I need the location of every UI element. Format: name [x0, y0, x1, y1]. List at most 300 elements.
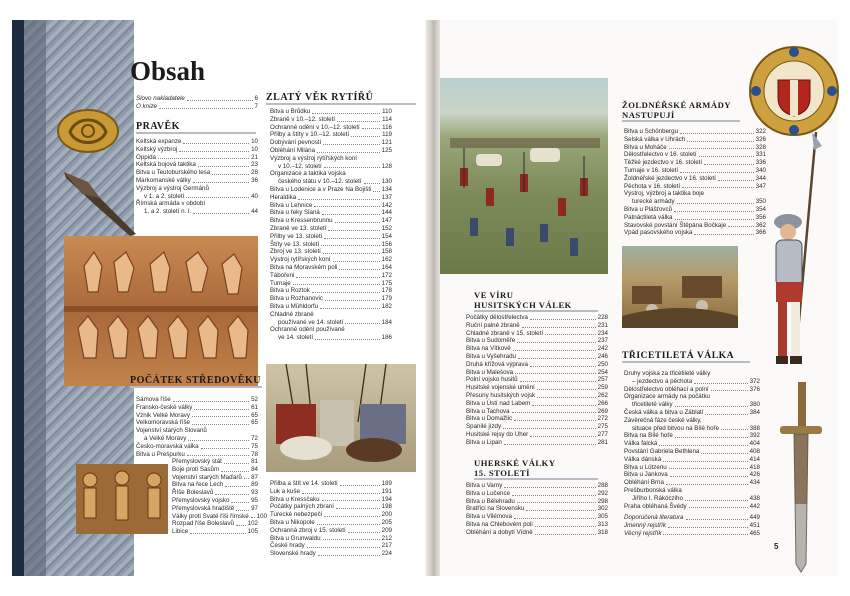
toc-entry-page: 414 [749, 455, 760, 463]
toc-entry-title: Ochranné odění používané [270, 326, 345, 334]
dot-leader [694, 378, 747, 384]
dot-leader [187, 451, 249, 457]
toc-entry-title: Praha obléhaná Švédy [624, 502, 687, 510]
dot-leader [231, 497, 249, 503]
toc-entry [624, 495, 760, 503]
toc-entry-title: Organizace armády na počátku [624, 393, 710, 401]
toc-entry-title: Turnaje v 16. století [624, 166, 679, 174]
toc-entry [270, 256, 392, 264]
dot-leader [225, 481, 249, 487]
toc-entry-page: 331 [755, 151, 766, 159]
toc-entry-page: 418 [749, 463, 760, 471]
heading-line-2: 15. STOLETÍ [474, 468, 530, 478]
toc-entry [466, 513, 608, 521]
toc-entry [270, 147, 392, 155]
toc-entry-title: Přesuny husitských vojsk [466, 391, 536, 399]
toc-entry-title: Slovo nakladatele [136, 95, 185, 102]
toc-entry-page: 372 [749, 377, 760, 385]
toc-entry-page: 137 [381, 193, 392, 201]
coat-of-arms-image [748, 44, 840, 138]
toc-entry [624, 370, 760, 378]
toc-entry-page: 350 [755, 198, 766, 206]
toc-entry [136, 412, 258, 420]
toc-entry-page: 298 [597, 497, 608, 505]
toc-entry [172, 512, 268, 521]
toc-entry-title: Heraldika [270, 193, 297, 201]
toc-entry-page: 28 [251, 169, 258, 177]
spearhead-image [60, 168, 140, 238]
toc-entry [624, 401, 760, 409]
toc-entry-title: Keltská bojová taktika [136, 161, 196, 169]
toc-entry-title: Rozpad říše Boleslavů [172, 520, 234, 528]
dot-leader [663, 530, 747, 536]
toc-entry-title: Bitva u Prešpurku [136, 450, 185, 458]
toc-entry [624, 190, 766, 198]
dot-leader [694, 229, 753, 235]
dot-leader [320, 303, 380, 309]
toc-entry [270, 194, 392, 202]
toc-entry-page: 404 [749, 440, 760, 448]
dot-leader [298, 194, 380, 200]
heading-line-1: UHERSKÉ VÁLKY [474, 458, 556, 468]
toc-entry-page: 328 [755, 143, 766, 151]
toc-entry [270, 503, 392, 511]
toc-entry-title: Bitva u Lučence [466, 489, 511, 497]
toc-entry-title: Prešburbonská válka [624, 486, 682, 494]
toc-entry [172, 528, 258, 536]
dot-leader [504, 439, 596, 445]
toc-entry-page: 449 [749, 514, 760, 521]
toc-entry [624, 198, 766, 206]
toc-entry [624, 386, 760, 394]
toc-entry-title: Jmenný rejstřík [624, 521, 666, 529]
toc-entry-title: Výstroj rytířských koní [270, 256, 331, 264]
dot-leader [721, 425, 748, 431]
toc-entry-title: českého státu v 10.–12. století [278, 178, 362, 186]
toc-entry [172, 466, 258, 474]
toc-entry [624, 393, 760, 401]
page-title: Obsah [130, 56, 206, 86]
toc-entry-page: 162 [381, 256, 392, 264]
toc-entry-title: Bitva na Chlebovém poli [466, 520, 533, 528]
toc-entry-page: 97 [251, 504, 258, 512]
dot-leader [686, 514, 748, 520]
toc-entry-page: 200 [381, 511, 392, 519]
toc-entry-page: 154 [381, 232, 392, 240]
toc-entry-title: Výzbroj a výstroj Germánů [136, 184, 209, 192]
dot-leader [520, 376, 596, 382]
toc-entry-page: 228 [597, 314, 608, 321]
toc-entry [624, 409, 760, 417]
dot-leader [328, 225, 379, 231]
toc-entry [270, 295, 392, 303]
toc-entry-title: Bitva u Roztok [270, 287, 310, 295]
toc-entry [270, 527, 392, 535]
dot-leader [296, 272, 379, 278]
cover-edge [12, 20, 24, 576]
outro-rows [624, 514, 760, 537]
dot-leader [236, 505, 249, 511]
toc-entry-title: v 10.–12. století [278, 162, 322, 170]
dot-leader [188, 435, 249, 441]
toc-entry-title: Bitva u Kressenbrunnu [270, 217, 333, 225]
toc-entry-title: Bitva u Varny [466, 482, 503, 489]
toc-entry [466, 439, 608, 447]
toc-entry-page: 347 [755, 182, 766, 190]
toc-entry-page: 36 [251, 176, 258, 184]
dot-leader [317, 519, 380, 525]
toc-entry [136, 185, 258, 193]
toc-entry-title: Bitva u Rozhanovic [270, 295, 323, 303]
toc-entry-title: Bratříci na Slovensku [466, 505, 525, 513]
zoldnerske-list [624, 128, 766, 237]
toc-entry [172, 497, 258, 505]
toc-entry [270, 280, 392, 288]
toc-entry [172, 505, 258, 513]
heading-line-2: NASTUPUJÍ [622, 110, 675, 120]
dot-leader [323, 535, 380, 541]
toc-entry-title: Markomanské války [136, 176, 191, 184]
dot-leader [173, 396, 249, 402]
toc-entry-title: Turecké nebezpečí [270, 511, 323, 519]
tricetileta-list [624, 370, 760, 510]
toc-entry [466, 521, 608, 529]
toc-entry-page: 340 [755, 166, 766, 174]
dot-leader [339, 264, 379, 270]
dot-leader [675, 401, 748, 407]
pravek-list [136, 138, 258, 216]
toc-entry [270, 209, 392, 217]
toc-entry-page: 259 [597, 384, 608, 392]
toc-entry-page: 158 [381, 248, 392, 256]
dot-leader [333, 256, 380, 262]
dot-leader [711, 386, 748, 392]
toc-entry-title: Sámova říše [136, 396, 171, 403]
toc-entry [270, 131, 392, 139]
toc-entry-page: 121 [381, 139, 392, 147]
toc-entry [136, 443, 258, 451]
toc-entry-title: Obléhání a dobytí Vídně [466, 528, 533, 536]
toc-entry-title: Slovenské hrady [270, 550, 316, 558]
toc-entry-page: 61 [251, 403, 258, 411]
toc-entry-page: 182 [381, 302, 392, 310]
dot-leader [685, 495, 748, 501]
toc-entry [466, 369, 608, 377]
toc-entry-page: 262 [597, 391, 608, 399]
toc-entry-title: Velkomoravská říše [136, 419, 190, 427]
toc-entry-title: situace před bitvou na Bílé hoře [632, 424, 720, 432]
toc-entry [136, 177, 258, 185]
toc-entry-page: 281 [597, 438, 608, 446]
dot-leader [186, 193, 249, 199]
toc-entry-title: Přilba a štít ve 14. století [270, 480, 338, 487]
toc-entry-page: 254 [597, 368, 608, 376]
toc-entry-title: Přilby ve 13. století [270, 232, 323, 240]
toc-entry-title: Bitva u Sudoměře [466, 337, 516, 345]
dot-leader [669, 144, 754, 150]
toc-entry-page: 116 [382, 123, 392, 131]
dot-leader [194, 404, 249, 410]
toc-entry-title: Dělostřelectvo obléhací a polní [624, 385, 709, 393]
toc-entry-title: Libice [172, 528, 189, 536]
toc-entry-page: 366 [755, 229, 766, 237]
toc-entry-page: 392 [749, 432, 760, 440]
toc-entry [466, 330, 608, 338]
toc-entry-page: 147 [381, 217, 392, 225]
toc-entry-page: 65 [251, 411, 258, 419]
toc-entry-page: 384 [749, 408, 760, 416]
toc-entry [466, 490, 608, 498]
toc-entry [136, 138, 258, 146]
toc-entry [624, 530, 760, 538]
section-heading-husitske [474, 290, 598, 312]
toc-entry-page: 318 [597, 528, 608, 536]
husitske-rows [466, 314, 608, 447]
toc-entry [624, 159, 766, 167]
dot-leader [545, 330, 596, 336]
toc-entry-page: 105 [247, 528, 258, 536]
zlaty-list-b [270, 480, 392, 558]
toc-entry-title: Bitva u řeky Slaná [270, 209, 320, 217]
toc-entry-title: O knize [136, 102, 157, 110]
dot-leader [321, 241, 379, 247]
toc-entry-page: 119 [382, 131, 392, 139]
toc-entry [172, 489, 258, 497]
dot-leader [532, 400, 595, 406]
toc-entry-title: Závěrečná fáze české války, [624, 416, 702, 424]
dot-leader [314, 202, 379, 208]
dot-leader [221, 466, 249, 472]
toc-entry-page: 164 [381, 263, 392, 271]
toc-entry-title: Boje proti Sasům [172, 465, 220, 473]
toc-entry-title: Vpád pasovského vojska [624, 229, 693, 237]
toc-entry-title: České hrady [270, 542, 305, 550]
toc-entry-title: Zbroj ve 13. století [270, 248, 321, 256]
toc-entry [466, 376, 608, 384]
dot-leader [535, 529, 596, 535]
book-spine [426, 20, 440, 576]
dot-leader [317, 147, 380, 153]
toc-entry [624, 440, 760, 448]
husitske-list [466, 314, 608, 447]
uherske-rows [466, 482, 608, 537]
dot-leader [322, 496, 380, 502]
toc-entry-title: Přemyslovská hradiště [172, 504, 235, 512]
dot-leader [537, 392, 596, 398]
toc-entry [270, 163, 392, 171]
dot-leader [293, 280, 380, 286]
zlaty-rows-b [270, 480, 392, 558]
pocatek-rows-a [136, 396, 258, 458]
toc-entry-page: 152 [381, 224, 392, 232]
dot-leader [193, 177, 249, 183]
toc-entry-title: Bitva u Malešova [466, 368, 514, 376]
toc-entry [136, 396, 258, 404]
dot-leader [323, 139, 379, 145]
toc-entry [624, 432, 760, 440]
toc-entry-title: Bitva u Moháče [624, 143, 667, 151]
toc-entry [270, 542, 392, 550]
toc-entry-page: 362 [755, 221, 766, 229]
toc-entry-page: 408 [749, 447, 760, 455]
toc-entry-title: Věcný rejstřík [624, 529, 662, 537]
toc-entry-page: 21 [251, 153, 258, 161]
toc-entry-page: 110 [382, 108, 392, 115]
toc-entry-page: 175 [381, 279, 392, 287]
dot-leader [517, 498, 596, 504]
toc-entry [270, 303, 392, 311]
gundestrup-cauldron-image [64, 236, 258, 386]
toc-entry-title: Štíty ve 13. století [270, 240, 320, 248]
toc-entry-page: 212 [381, 534, 392, 542]
tricetileta-rows [624, 370, 760, 510]
toc-entry-title: Bitva u Lützenu [624, 463, 667, 471]
dot-leader [190, 528, 246, 534]
toc-entry-title: Spanilé jízdy [466, 423, 502, 431]
toc-entry [172, 474, 258, 482]
toc-entry-title: Bitva u Mühldorfu [270, 302, 319, 310]
toc-entry [270, 116, 392, 124]
dot-leader [187, 95, 253, 101]
toc-entry-title: Bitva na řece Lech [172, 481, 224, 489]
toc-entry-title: Války proti Svaté říši římské [172, 512, 249, 520]
toc-entry-title: Fransko-české války [136, 403, 193, 411]
toc-entry-page: 336 [755, 159, 766, 167]
toc-entry-page: 7 [254, 102, 258, 110]
toc-entry [466, 400, 608, 408]
toc-entry-title: Bitva u Plášťovců [624, 205, 673, 213]
toc-entry-page: 209 [381, 526, 392, 534]
dot-leader [312, 287, 380, 293]
sword-image [776, 382, 826, 572]
dot-leader [159, 103, 253, 109]
toc-entry-page: 144 [381, 209, 392, 217]
toc-entry-page: 246 [597, 352, 608, 360]
dot-leader [373, 186, 379, 192]
toc-entry [466, 337, 608, 345]
dot-leader [251, 513, 255, 519]
toc-entry-page: 172 [381, 271, 392, 279]
dot-leader [183, 138, 249, 144]
toc-entry-page: 44 [251, 208, 258, 216]
toc-entry-page: 130 [381, 178, 392, 186]
toc-entry [270, 326, 392, 334]
toc-entry-title: Vojenství starých Slovanů [136, 427, 207, 435]
toc-entry [466, 345, 608, 353]
toc-entry [270, 170, 392, 178]
toc-entry-page: 426 [749, 471, 760, 479]
dot-leader [215, 489, 249, 495]
section-heading-uherske [474, 458, 598, 480]
toc-entry-page: 184 [381, 318, 392, 326]
toc-entry-title: Válka falcká [624, 440, 658, 448]
dot-leader [512, 408, 596, 414]
dot-leader [677, 198, 754, 204]
dot-leader [675, 432, 748, 438]
toc-entry [624, 144, 766, 152]
dot-leader [337, 116, 380, 122]
toc-entry [624, 487, 760, 495]
dot-leader [198, 161, 249, 167]
toc-entry-page: 178 [381, 287, 392, 295]
celtic-disc-image [56, 108, 120, 154]
toc-entry-page: 114 [382, 115, 392, 123]
toc-entry-page: 102 [247, 520, 258, 528]
toc-entry [466, 322, 608, 330]
toc-entry-title: Selská válka v Uhrách [624, 135, 686, 143]
toc-entry-title: Bitva u Lehnice [270, 201, 313, 209]
dot-leader [312, 108, 380, 114]
toc-entry-page: 142 [381, 201, 392, 209]
toc-entry-title: Ochranné odění v 10.–12. století [270, 123, 360, 131]
toc-entry [624, 206, 766, 214]
battle-panorama-image [440, 78, 608, 274]
toc-entry-title: Husitské rejsy do Uher [466, 430, 529, 438]
dot-leader [530, 314, 596, 320]
dot-leader [669, 464, 748, 470]
toc-entry [466, 408, 608, 416]
dot-leader [362, 124, 380, 130]
toc-entry-title: Obléhání Brna [624, 479, 664, 487]
toc-entry-title: Přemyslovský vojsko [172, 496, 230, 504]
toc-entry-page: 65 [251, 419, 258, 427]
toc-entry [270, 511, 392, 519]
dot-leader [324, 233, 379, 239]
toc-entry [136, 200, 258, 208]
toc-entry-title: Ochranná zbroj v 15. století [270, 526, 346, 534]
toc-entry-page: 186 [381, 334, 392, 342]
pocatek-list-a [136, 396, 258, 458]
right-page [440, 20, 838, 576]
section-heading-zoldnerske [622, 100, 740, 122]
outro-list [624, 514, 760, 537]
dot-leader [701, 448, 747, 454]
dot-leader [212, 169, 249, 175]
toc-entry [270, 264, 392, 272]
toc-entry [270, 225, 392, 233]
toc-entry-page: 72 [251, 434, 258, 442]
toc-entry-title: Říše Boleslavů [172, 489, 214, 497]
toc-entry-title: Luk a kuše [270, 487, 300, 495]
left-page [12, 20, 426, 576]
toc-entry [270, 496, 392, 504]
toc-entry-page: 380 [749, 401, 760, 409]
dot-leader [336, 503, 380, 509]
toc-entry-title: Zbraně v 10.–12. století [270, 115, 336, 123]
toc-entry-page: 376 [749, 385, 760, 393]
heading-line-1: ŽOLDNÉŘSKÉ ARMÁDY [622, 100, 732, 110]
toc-entry-title: – jezdectvo a pěchota [632, 377, 693, 385]
toc-entry-page: 89 [251, 481, 258, 489]
uherske-list [466, 482, 608, 537]
toc-entry-page: 354 [755, 205, 766, 213]
dot-leader [348, 527, 380, 533]
dot-leader [718, 175, 754, 181]
toc-entry [172, 458, 258, 466]
toc-entry-page: 234 [597, 329, 608, 337]
toc-entry-page: 75 [251, 442, 258, 450]
toc-entry-page: 10 [251, 138, 258, 145]
toc-entry [466, 314, 608, 322]
toc-entry-title: Bitva u Tachova [466, 407, 510, 415]
toc-entry-title: Bitva u Grunwaldu [270, 534, 321, 542]
toc-entry-title: Bitva na Bílé hoře [624, 432, 673, 440]
dot-leader [680, 167, 754, 173]
toc-entry [270, 202, 392, 210]
toc-entry-title: Chladné zbraně [270, 310, 314, 318]
toc-entry-title: Obléhání Milána [270, 146, 316, 154]
battle-miniature-image [266, 364, 416, 472]
